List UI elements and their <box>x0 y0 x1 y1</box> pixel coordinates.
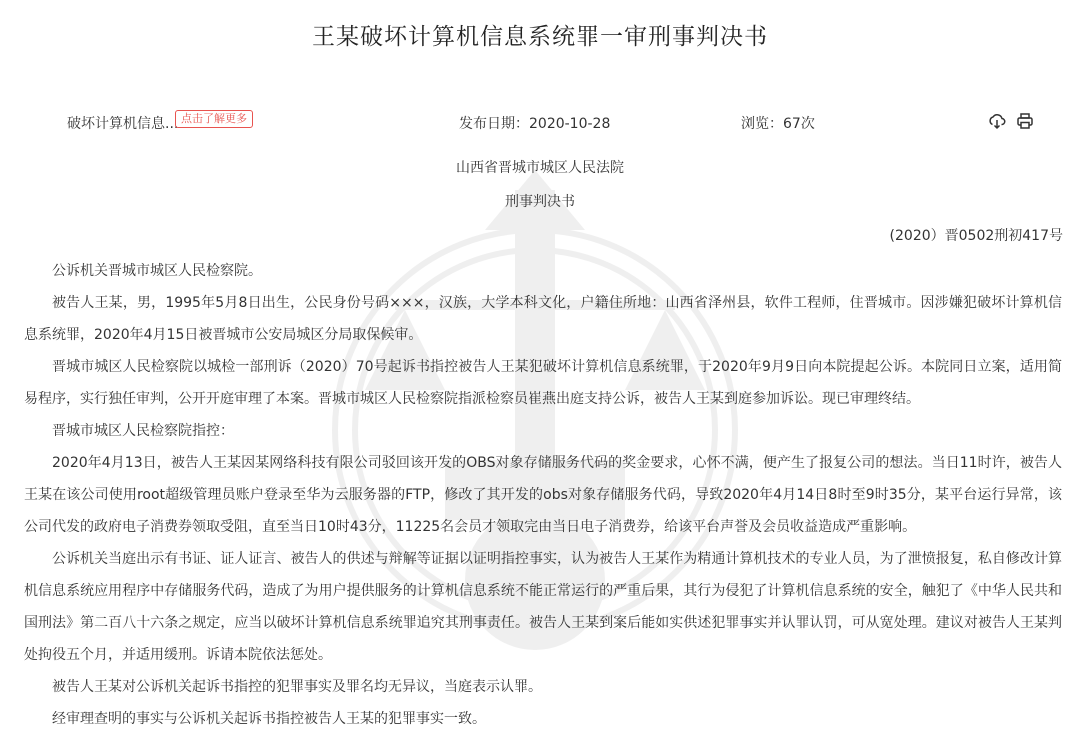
paragraph: 公诉机关当庭出示有书证、证人证言、被告人的供述与辩解等证据以证明指控事实，认为被告人王某作为精通计算机技术的专业人员，为了泄愤报复，私自修改计算机信息系统应用程序中存储服务代码，造成了为用户提供服务的计算机信息系统不能正常运行的严重后果，其行为侵犯了计算机信息系统的安全，触犯了《中华人民共和国刑法》第二百八十六条之规定，应当以破坏计算机信息系统罪追究其刑事责任。被告人王某到案后能如实供述犯罪事实并认罪认罚，可从宽处理。建议对被告人王某判处拘役五个月，并适用缓刑。诉请本院依法惩处。 <box>24 551 1062 663</box>
print-icon[interactable] <box>1016 112 1034 130</box>
paragraph: 被告人王某，男，1995年5月8日出生，公民身份号码×××，汉族，大学本科文化，户籍住所地：山西省泽州县，软件工程师，住晋城市。因涉嫌犯破坏计算机信息系统罪，2020年4月15日被晋城市公安局城区分局取保候审。 <box>24 295 1062 343</box>
judgment-body <box>24 255 1062 735</box>
view-count: 浏览：67次 <box>741 116 815 132</box>
paragraph: 晋城市城区人民检察院指控： <box>52 423 234 439</box>
case-number: (2020）晋0502刑初417号 <box>889 228 1063 244</box>
page-title: 王某破坏计算机信息系统罪一审刑事判决书 <box>312 24 768 50</box>
category-label[interactable]: 破坏计算机信息... <box>67 116 179 132</box>
paragraph: 被告人王某对公诉机关起诉书指控的犯罪事实及罪名均无异议，当庭表示认罪。 <box>52 679 542 695</box>
action-icons <box>988 112 1034 130</box>
paragraph: 晋城市城区人民检察院以城检一部刑诉（2020）70号起诉书指控被告人王某犯破坏计算机信息系统罪，于2020年9月9日向本院提起公诉。本院同日立案，适用简易程序，实行独任审判，公开开庭审理了本案。晋城市城区人民检察院指派检察员崔燕出庭支持公诉，被告人王某到庭参加诉讼。现已审理终结。 <box>24 359 1062 407</box>
publish-date: 发布日期：2020-10-28 <box>459 116 611 132</box>
document-type: 刑事判决书 <box>505 194 575 210</box>
paragraph: 经审理查明的事实与公诉机关起诉书指控被告人王某的犯罪事实一致。 <box>52 711 486 727</box>
learn-more-button[interactable]: 点击了解更多 <box>175 110 253 128</box>
paragraph: 2020年4月13日，被告人王某因某网络科技有限公司驳回该开发的OBS对象存储服务代码的奖金要求，心怀不满，便产生了报复公司的想法。当日11时许，被告人王某在该公司使用root超级管理员账户登录至华为云服务器的FTP，修改了其开发的obs对象存储服务代码，导致2020年4月14日8时至9时35分，某平台运行异常，该公司代发的政府电子消费券领取受阻，直至当日10时43分，11225名会员才领取完由当日电子消费券，给该平台声誉及会员收益造成严重影响。 <box>24 455 1062 535</box>
meta-bar <box>0 110 1080 134</box>
paragraph: 公诉机关晋城市城区人民检察院。 <box>52 263 262 279</box>
download-icon[interactable] <box>988 112 1006 130</box>
court-name: 山西省晋城市城区人民法院 <box>456 160 624 176</box>
